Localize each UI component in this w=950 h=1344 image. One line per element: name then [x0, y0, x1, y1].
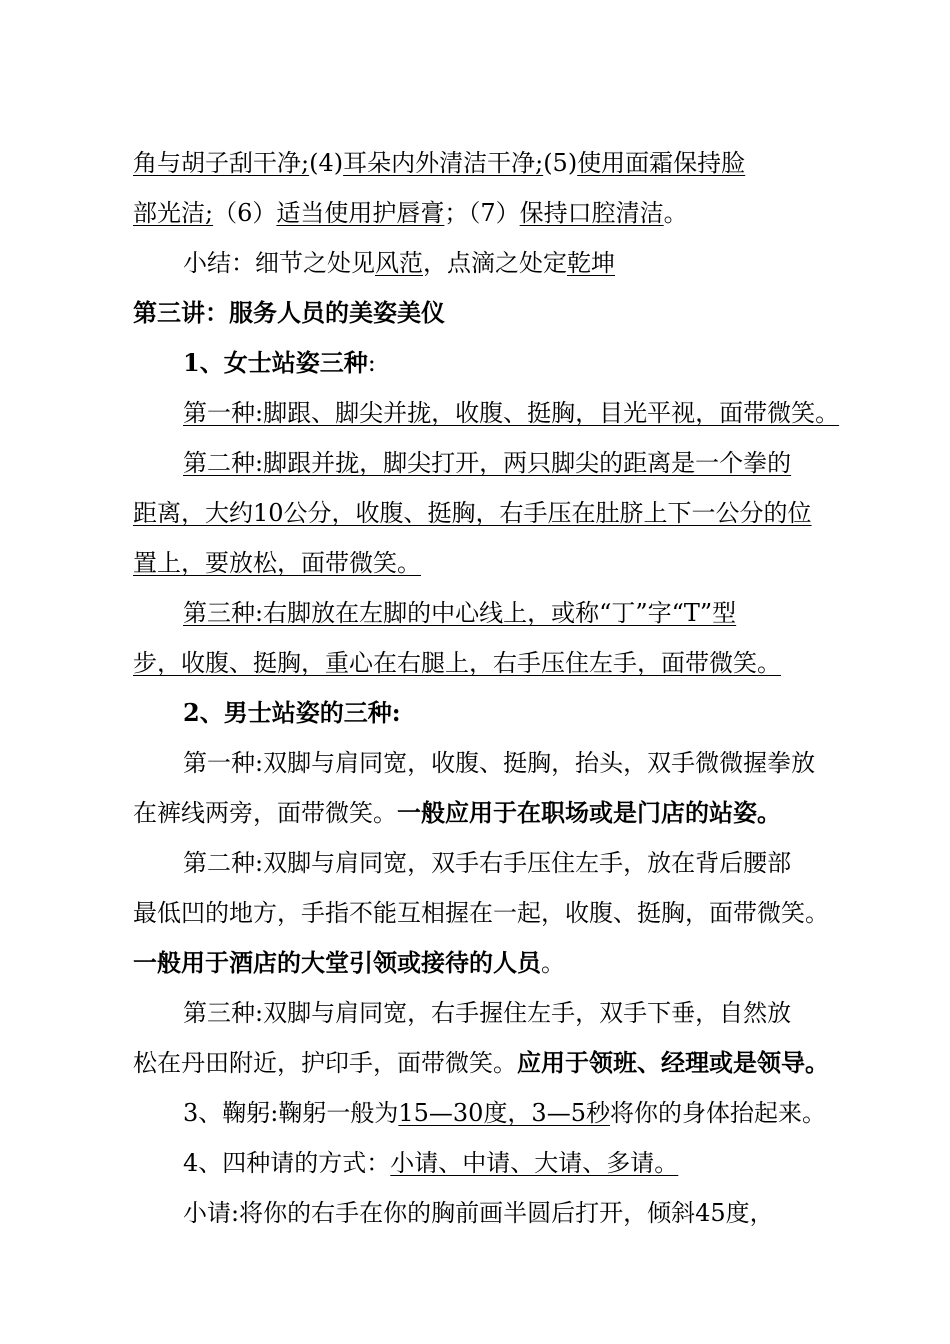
text-line: [133, 196, 833, 230]
text-segment: （6）: [213, 199, 277, 227]
text-segment: 10: [253, 499, 284, 527]
text-segment: 第二种:双脚与肩同宽，双手右手压住左手，放在背后腰部: [183, 849, 792, 877]
text-line: [183, 1096, 883, 1130]
text-segment: 最低凹的地方，手指不能互相握在一起，收腹、挺胸，面带微笑。: [133, 899, 829, 927]
text-segment: 第三种:双脚与肩同宽，右手握住左手，双手下垂，自然放: [183, 999, 792, 1027]
text-line: [133, 646, 833, 680]
text-segment: 一般用于酒店的大堂引领或接待的人员: [133, 948, 541, 977]
text-line: [133, 496, 833, 530]
text-segment: 松在丹田附近，护印手，面带微笑。: [133, 1049, 517, 1077]
text-segment: 应用于领班、经理或是领导。: [517, 1048, 829, 1077]
text-segment: 步，收腹、挺胸，重心在右腿上，右手压住左手，面带微笑。: [133, 649, 781, 677]
text-segment: 公分，收腹、挺胸，右手压在肚脐上下一公分的位: [283, 499, 812, 527]
text-line: [183, 596, 883, 630]
text-segment: 乾坤: [567, 249, 615, 277]
text-segment: 第一种:脚跟、脚尖并拢，收腹、挺胸，目光平视，面带微笑。: [183, 399, 840, 427]
text-line: [183, 746, 883, 780]
heading-text: 2、男士站姿的三种:: [183, 698, 401, 727]
text-segment: 适当使用护唇膏: [276, 199, 445, 227]
text-segment: 。: [663, 199, 688, 227]
subsection-heading: [183, 346, 883, 380]
text-segment: 第二种:脚跟并拢，脚尖打开，两只脚尖的距离是一个拳的: [183, 449, 792, 477]
text-segment: ；（7）: [444, 199, 520, 227]
summary-line: [183, 246, 883, 280]
text-segment: 小请:将你的右手在你的胸前画半圆后打开，倾斜45度，: [183, 1199, 774, 1227]
text-line: [183, 446, 883, 480]
text-segment: 第一种:双脚与肩同宽，收腹、挺胸，抬头，双手微微握拳放: [183, 749, 816, 777]
text-line: [133, 946, 833, 980]
text-segment: 一般应用于在职场或是门店的站姿。: [397, 798, 781, 827]
text-line: [183, 846, 883, 880]
text-segment: 。: [541, 949, 565, 977]
text-line: [133, 896, 833, 930]
subsection-heading: [183, 696, 883, 730]
heading-text: 第三讲：服务人员的美姿美仪: [133, 298, 445, 327]
text-segment: (4): [309, 149, 344, 177]
text-line: [133, 146, 833, 180]
heading-text: 1、女士站姿三种: [183, 348, 368, 377]
text-segment: 部光洁;: [133, 199, 214, 227]
text-segment: ，点滴之处定: [423, 249, 567, 277]
text-segment: (5): [543, 149, 578, 177]
text-segment: 角与胡子刮干净;: [133, 149, 310, 177]
text-line: [183, 1146, 883, 1180]
text-segment: 风范: [375, 249, 423, 277]
section-heading: [133, 296, 833, 330]
text-segment: 3、鞠躬:鞠躬一般为: [183, 1099, 399, 1127]
text-line: [183, 1196, 883, 1230]
text-line: [133, 796, 833, 830]
text-segment: 小请、中请、大请、多请。: [390, 1149, 679, 1177]
text-segment: 15—30度，3—5秒: [398, 1099, 610, 1127]
text-segment: 将你的身体抬起来。: [609, 1099, 826, 1127]
text-segment: 置上，要放松，面带微笑。: [133, 549, 421, 577]
text-segment: :: [367, 349, 376, 377]
text-line: [133, 546, 833, 580]
text-segment: 使用面霜保持脸: [577, 149, 746, 177]
text-segment: 在裤线两旁，面带微笑。: [133, 799, 397, 827]
text-segment: 第三种:右脚放在左脚的中心线上，或称“丁”字“T”型: [183, 599, 737, 627]
text-segment: 4、四种请的方式：: [183, 1149, 391, 1177]
text-segment: 距离，大约: [133, 499, 253, 527]
text-segment: 耳朵内外清洁干净;: [343, 149, 544, 177]
text-line: [183, 996, 883, 1030]
text-line: [133, 1046, 833, 1080]
text-segment: 保持口腔清洁: [519, 199, 664, 227]
text-line: [183, 396, 883, 430]
text-segment: 小结：细节之处见: [183, 249, 375, 277]
